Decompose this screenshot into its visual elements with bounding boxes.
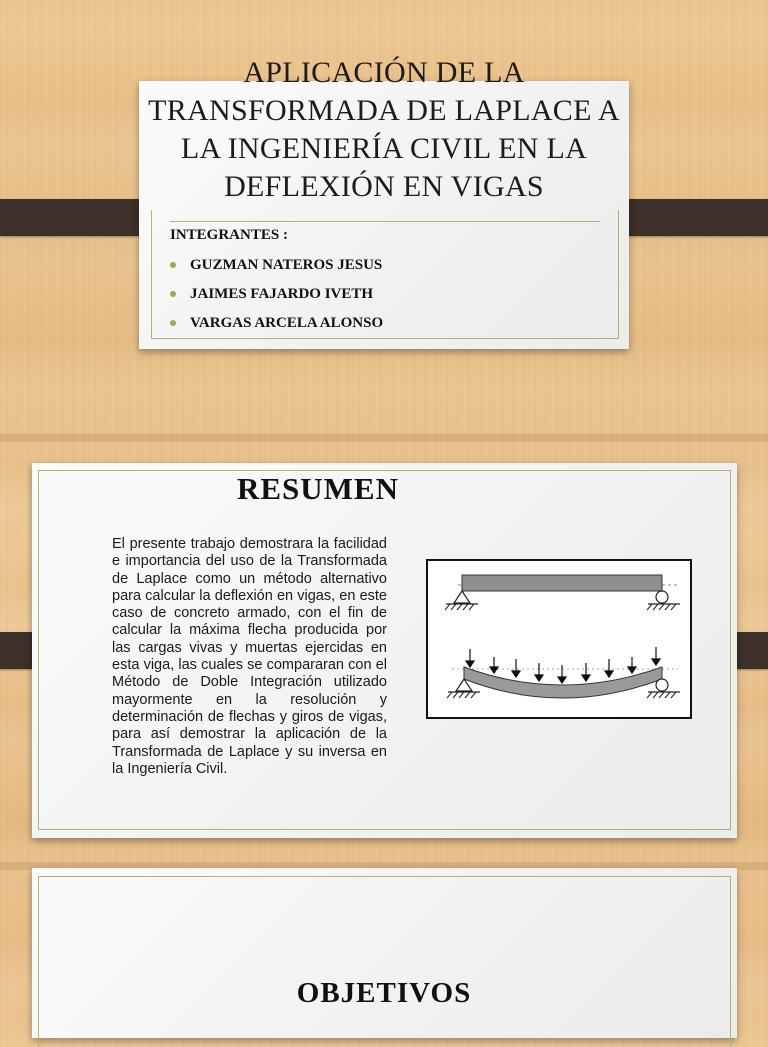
member-name: GUZMAN NATEROS JESUS xyxy=(190,257,383,273)
title-line: DEFLEXIÓN EN VIGAS xyxy=(224,170,544,203)
list-item xyxy=(170,312,383,341)
list-item xyxy=(170,283,383,312)
beam-deflection-figure xyxy=(426,559,692,719)
bullet-icon xyxy=(170,320,176,326)
title-line: LA INGENIERÍA CIVIL EN LA xyxy=(180,132,588,165)
bullet-icon xyxy=(170,262,176,268)
presentation-title xyxy=(120,54,648,206)
member-name: VARGAS ARCELA ALONSO xyxy=(190,315,384,331)
list-item xyxy=(170,254,383,283)
title-divider xyxy=(170,221,600,222)
title-line: TRANSFORMADA DE LAPLACE A xyxy=(148,94,620,127)
member-name: JAIMES FAJARDO IVETH xyxy=(190,286,374,302)
title-line: APLICACIÓN DE LA xyxy=(243,56,525,89)
summary-paragraph: El presente trabajo demostrara la facilidad e importancia del uso de la Transformada de Laplace como un método alternativo para calcular la deflexión en vigas, en este caso de concreto armado, con el fin de calcular la máxima flecha producida por las cargas vivas y muertas ejercidas en esta viga, las cuales se compararan con el Método de Doble Integración utilizado mayormente en la resolución y determinación de flechas y giros de vigas, para así demostrar la aplicación de la Transformada de Laplace y su inversa en la Ingeniería Civil. xyxy=(112,536,387,777)
members-label: INTEGRANTES : xyxy=(170,227,288,243)
slide-separator xyxy=(0,434,768,442)
members-list xyxy=(170,254,383,341)
objectives-card-frame xyxy=(38,876,731,1047)
beam-diagram xyxy=(428,561,690,717)
summary-heading: RESUMEN xyxy=(236,471,399,506)
bullet-icon xyxy=(170,291,176,297)
objectives-heading: OBJETIVOS xyxy=(296,977,472,1009)
